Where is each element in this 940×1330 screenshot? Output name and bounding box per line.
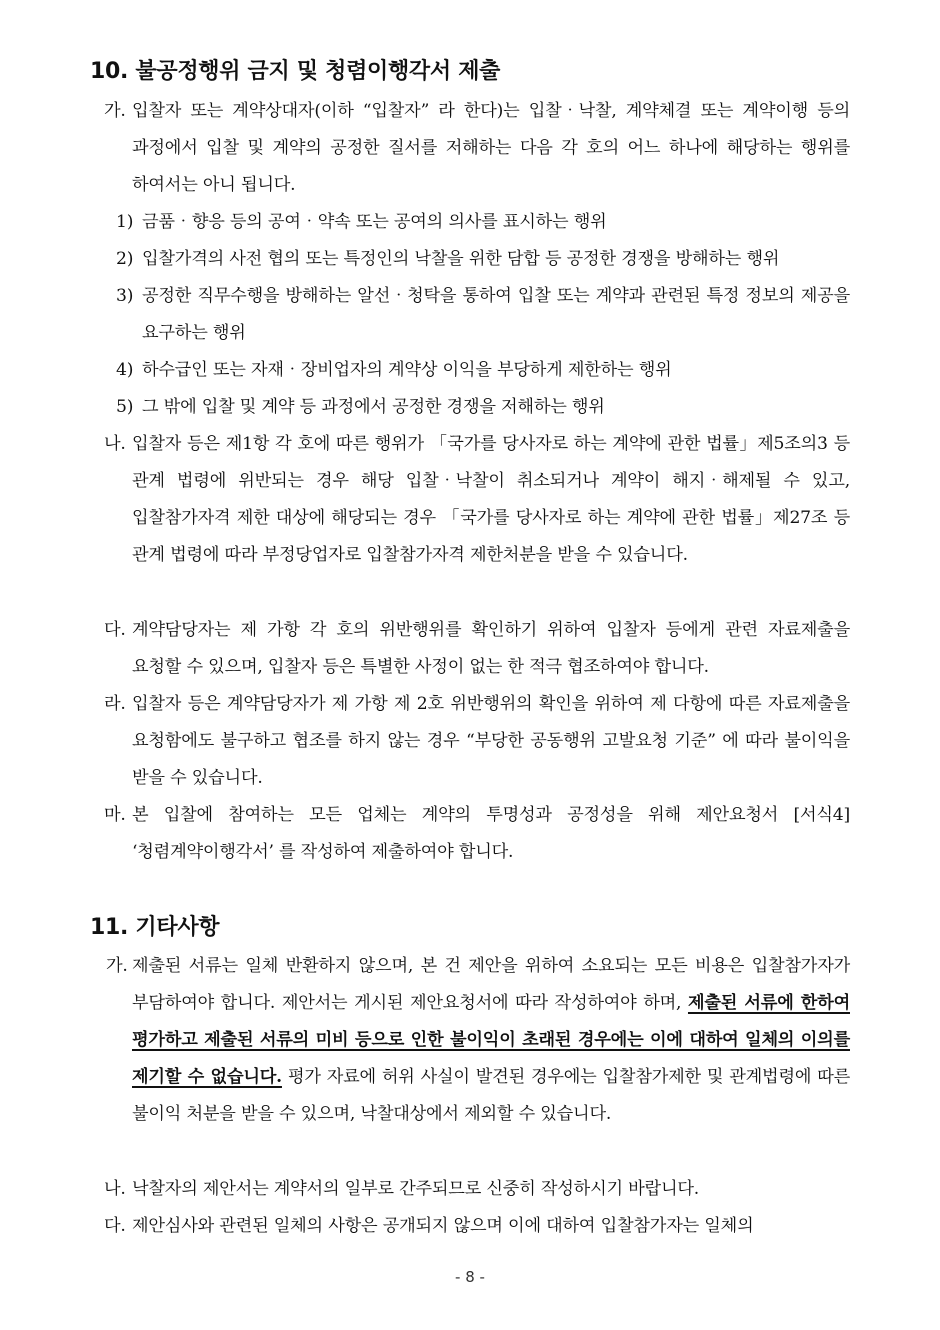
section-11-title: 11. 기타사항 (90, 915, 220, 940)
section-10-item-na (104, 426, 850, 574)
section-10-ga-subitem-1 (116, 204, 850, 241)
item-marker: 다. (104, 620, 126, 640)
item-text: 입찰자 등은 제1항 각 호에 따른 행위가 「국가를 당사자로 하는 계약에 관한 법률」제5조의3 등 관계 법령에 위반되는 경우 해당 입찰‧낙찰이 취소되거나 계약이 해지‧해제될 수 있고, 입찰참가자격 제한 대상에 해당되는 경우 「국가를 당사자로 하는 계약에 관한 법률」제27조 등 관계 법령에 따라 부정당업자로 입찰참가자격 제한처분을 받을 수 있습니다. (132, 434, 850, 565)
item-marker: 가. (104, 101, 126, 121)
page-number: - 8 - (455, 1268, 485, 1286)
item-text: 본 입찰에 참여하는 모든 업체는 계약의 투명성과 공정성을 위해 제안요청서 [서식4] ‘청렴계약이행각서’ 를 작성하여 제출하여야 합니다. (132, 805, 850, 862)
section-10-ga-subitem-5 (116, 389, 850, 426)
subitem-marker: 4) (116, 360, 134, 380)
subitem-text: 입찰가격의 사전 협의 또는 특정인의 낙찰을 위한 담합 등 공정한 경쟁을 방해하는 행위 (142, 249, 780, 269)
section-11-item-da (104, 1208, 850, 1245)
section-10-ga-subitem-3 (116, 278, 850, 352)
item-marker: 가. (106, 956, 128, 976)
subitem-marker: 2) (116, 249, 134, 269)
item-text: 입찰자 등은 계약담당자가 제 가항 제 2호 위반행위의 확인을 위하여 제 다항에 따른 자료제출을 요청함에도 불구하고 협조를 하지 않는 경우 “부당한 공동행위 고발요청 기준” 에 따라 불이익을 받을 수 있습니다. (132, 694, 850, 788)
item-marker: 라. (104, 694, 126, 714)
subitem-marker: 5) (116, 397, 134, 417)
item-text-after: 평가 자료에 허위 사실이 발견된 경우에는 입찰참가제한 및 관계법령에 따른 불이익 처분을 받을 수 있으며, 낙찰대상에서 제외할 수 있습니다. (132, 1067, 851, 1124)
section-10-item-ma (104, 797, 850, 871)
item-marker: 마. (104, 805, 126, 825)
section-10-ga-subitem-2 (116, 241, 850, 278)
item-marker: 다. (104, 1216, 126, 1236)
item-text: 입찰자 또는 계약상대자(이하 “입찰자” 라 한다)는 입찰‧낙찰, 계약체결 또는 계약이행 등의 과정에서 입찰 및 계약의 공정한 질서를 저해하는 다음 각 호의 어느 하나에 해당하는 행위를 하여서는 아니 됩니다. (132, 101, 850, 195)
item-text: 계약담당자는 제 가항 각 호의 위반행위를 확인하기 위하여 입찰자 등에게 관련 자료제출을 요청할 수 있으며, 입찰자 등은 특별한 사정이 없는 한 적극 협조하여야 합니다. (132, 620, 850, 677)
item-marker: 나. (104, 1179, 126, 1199)
item-text-before: 제출된 서류는 일체 반환하지 않으며, 본 건 제안을 위하여 소요되는 모든 비용은 입찰참가자가 부담하여야 합니다. 제안서는 게시된 제안요청서에 따라 작성하여야 하며, (132, 956, 850, 1013)
section-11-item-na (104, 1171, 850, 1208)
section-10-item-ra (104, 686, 850, 797)
item-text: 제안심사와 관련된 일체의 사항은 공개되지 않으며 이에 대하여 입찰참가자는 일체의 (132, 1216, 754, 1236)
subitem-marker: 3) (116, 286, 134, 306)
section-10-title: 10. 불공정행위 금지 및 청렴이행각서 제출 (90, 59, 501, 84)
section-10-ga-subitem-4 (116, 352, 850, 389)
subitem-text: 하수급인 또는 자재‧장비업자의 계약상 이익을 부당하게 제한하는 행위 (142, 360, 672, 380)
subitem-text: 금품‧향응 등의 공여‧약속 또는 공여의 의사를 표시하는 행위 (142, 212, 607, 232)
item-marker: 나. (104, 434, 126, 454)
section-10-item-ga (104, 93, 850, 204)
subitem-text: 그 밖에 입찰 및 계약 등 과정에서 공정한 경쟁을 저해하는 행위 (142, 397, 605, 417)
item-text: 낙찰자의 제안서는 계약서의 일부로 간주되므로 신중히 작성하시기 바랍니다. (132, 1179, 700, 1199)
subitem-text: 공정한 직무수행을 방해하는 알선‧청탁을 통하여 입찰 또는 계약과 관련된 특정 정보의 제공을 요구하는 행위 (142, 286, 850, 343)
subitem-marker: 1) (116, 212, 134, 232)
section-11-item-ga (106, 948, 851, 1133)
section-10-item-da (104, 612, 850, 686)
emphasized-notice: 제출된 서류에 한하여 평가하고 제출된 서류의 미비 등으로 인한 불이익이 초래된 경우에는 이에 대하여 일체의 이의를 제기할 수 없습니다. (132, 993, 850, 1087)
